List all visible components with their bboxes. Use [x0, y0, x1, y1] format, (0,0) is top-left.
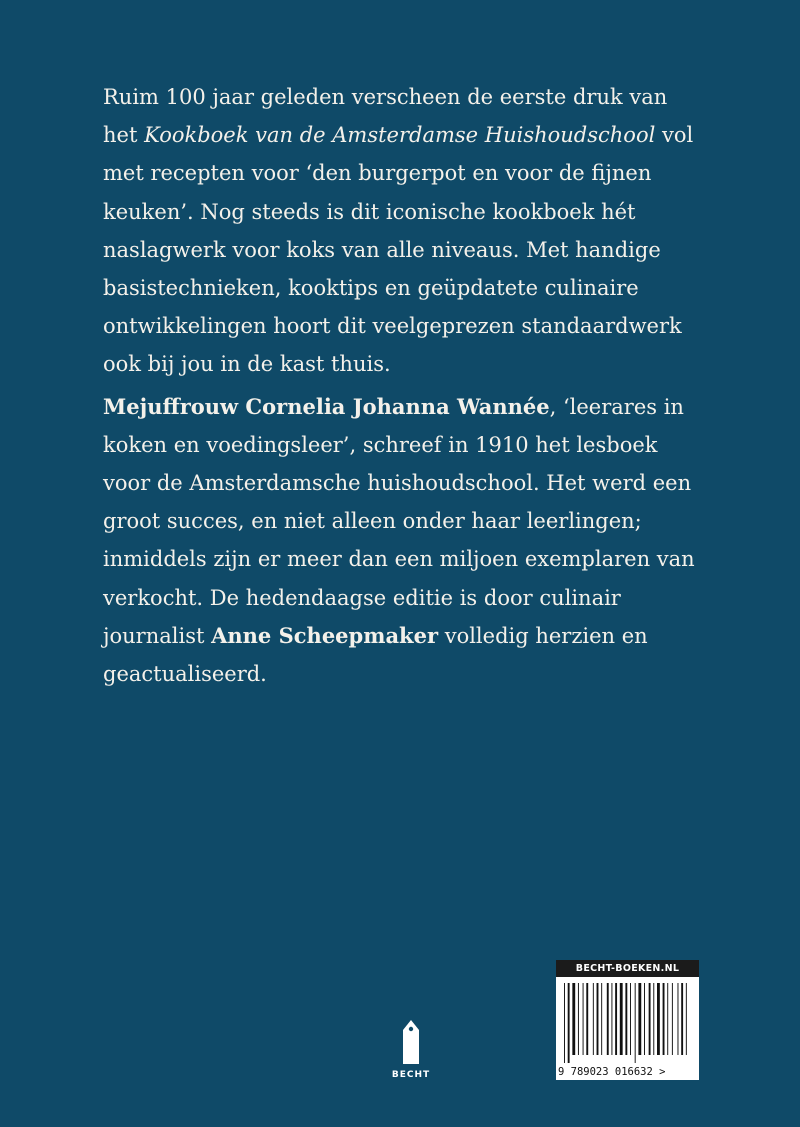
barcode-bar — [586, 983, 588, 1055]
isbn-digits: 9 789023 016632 > — [558, 1066, 666, 1078]
barcode-bar — [568, 983, 570, 1063]
editor-name: Anne Scheepmaker — [211, 622, 439, 648]
publisher-url: BECHT-BOEKEN.NL — [556, 960, 699, 977]
barcode-bar — [601, 983, 602, 1055]
barcode-bar — [611, 983, 612, 1055]
publisher-name: BECHT — [391, 1070, 431, 1080]
barcode-bar — [649, 983, 651, 1055]
publisher-logo — [386, 1018, 436, 1080]
barcode-bar — [572, 983, 575, 1055]
barcode-bar — [635, 983, 636, 1063]
barcode-bar — [620, 983, 623, 1055]
barcode-bar — [638, 983, 641, 1055]
author-text: , ‘leerares in koken en voedingsleer’, schreef in 1910 het lesboek voor de Amsterdamsche huishoudschool. Het werd een groot succes, en niet alleen onder haar leerlingen; inmiddels zijn er meer dan een miljoen exemplaren van verkocht. De hedendaagse editie is door culinair journalist — [103, 394, 695, 648]
barcode-bar — [681, 983, 683, 1055]
barcode-bar — [607, 983, 609, 1055]
barcode-bar — [578, 983, 579, 1055]
barcode-bar — [564, 983, 565, 1063]
book-title: Kookboek van de Amsterdamse Huishoudschool — [144, 123, 656, 148]
barcode-bar — [653, 983, 654, 1055]
barcode-bar — [686, 983, 687, 1055]
barcode-bar — [667, 983, 668, 1055]
back-cover-blurb — [103, 78, 703, 693]
blurb-paragraph-intro — [103, 78, 703, 384]
barcode-bar — [597, 983, 599, 1055]
barcode-bar — [593, 983, 594, 1055]
barcode-bar — [678, 983, 679, 1055]
barcode-bar — [625, 983, 627, 1055]
barcode-bars — [562, 983, 693, 1063]
isbn-barcode — [556, 960, 699, 1080]
author-text-end: volledig herzien en geactualiseerd. — [103, 623, 648, 687]
barcode-area — [556, 977, 699, 1080]
barcode-bar — [615, 983, 617, 1055]
barcode-bar — [657, 983, 660, 1055]
intro-text: vol met recepten voor ‘den burgerpot en voor de fijnen keuken’. Nog steeds is dit iconische kookboek hét naslagwerk voor koks van alle niveaus. Met handige basistechnieken, kooktips en geüpdatete culinaire ontwikkelingen hoort dit veelgeprezen standaardwerk ook bij jou in de kast thuis. — [103, 123, 694, 377]
intro-prefix: het — [103, 123, 145, 148]
original-author-name: Mejuffrouw Cornelia Johanna Wannée — [103, 393, 550, 419]
barcode-bar — [583, 983, 584, 1055]
barcode-bar — [644, 983, 645, 1055]
blurb-paragraph-author — [103, 388, 703, 694]
barcode-bar — [672, 983, 673, 1055]
barcode-bar — [663, 983, 665, 1055]
house-icon — [401, 1018, 421, 1064]
intro-line: Ruim 100 jaar geleden verscheen de eerste druk van — [103, 85, 668, 109]
barcode-bar — [630, 983, 631, 1055]
